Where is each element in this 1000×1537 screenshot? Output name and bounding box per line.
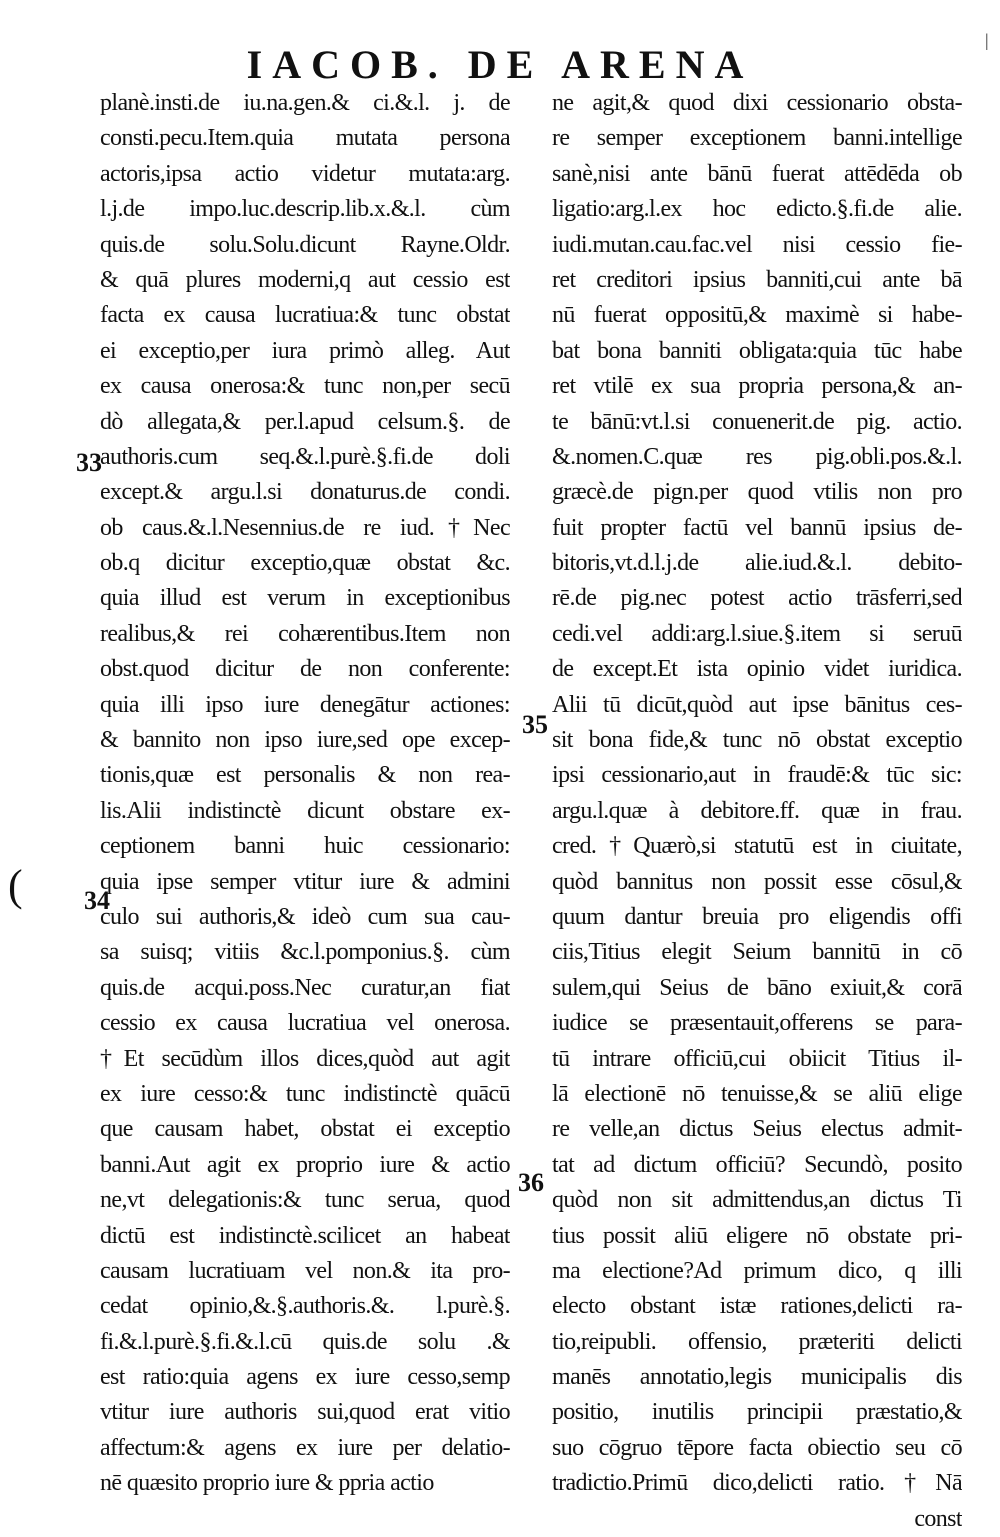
text-line: tradictio.Primū dico,delicti ratio.†Nā [552,1470,962,1497]
text-line: ipsi cessionario,aut in fraudē:& tūc sic: [552,762,962,789]
text-line: ret creditori ipsius banniti,cui ante bā [552,266,962,293]
text-line: tū intrare officiū,cui obiicit Titius il- [552,1045,962,1072]
marginal-number: 35 [522,710,548,739]
text-line: culo sui authoris,& ideò cum sua cau- [100,903,510,930]
text-line: sulem,qui Seius de bāno exiuit,& corā [552,974,962,1001]
text-line: cessio ex causa lucratiua vel onerosa. [100,1010,510,1037]
text-line: nē quæsito proprio iure & ppria actio [100,1470,434,1497]
text-line: te bānū:vt.l.si conuenerit.de pig. actio. [552,408,962,435]
text-line: & bannito non ipso iure,sed ope excep- [100,727,510,754]
right-column [552,86,962,1537]
text-line: tius possit aliū eligere nō obstate pri- [552,1222,962,1249]
text-line: realibus,& rei cohærentibus.Item non [100,620,510,647]
text-line: argu.l.quæ à debitore.ff. quæ in frau. [552,797,962,824]
text-line: planè.insti.de iu.na.gen.& ci.&.l. j. de [100,90,510,116]
text-line: cred.†Quærò,si statutū est in ciuitate, [552,833,962,860]
text-line: affectum:& agens ex iure per delatio- [100,1434,510,1461]
text-line: tionis,quæ est personalis & non rea- [100,762,510,789]
text-line: †Et secūdùm illos dices,quòd aut agit [100,1045,510,1072]
text-line: de except.Et ista opinio videt iuridica. [552,656,962,683]
text-line: sanè,nisi ante bānū fuerat attēdēda ob [552,160,962,187]
text-line: iudice se præsentauit,offerens se para- [552,1010,962,1037]
text-line: quòd bannitus non possit esse cōsul,& [552,868,962,895]
text-line: quia ipse semper vtitur iure & admini [100,868,510,895]
text-line: ei exceptio,per iura primò alleg. Aut [100,337,510,364]
text-line: ma electione?Ad primum dico, q illi [552,1257,962,1284]
text-line: ret vtilē ex sua propria persona,& an- [552,373,962,400]
text-line: manēs annotatio,legis municipalis dis [552,1364,962,1391]
marginal-number: 33 [76,448,102,477]
text-line: causam lucratiuam vel non.& ita pro- [100,1257,510,1284]
text-line: lā electionē nō tenuisse,& se aliū elige [552,1080,962,1107]
text-line: ceptionem banni huic cessionario: [100,833,510,860]
text-line: quis.de solu.Solu.dicunt Rayne.Oldr. [100,231,510,258]
text-line: re semper exceptionem banni.intellige [552,125,962,152]
text-line: ligatio:arg.l.ex hoc edicto.§.fi.de alie. [552,196,962,223]
text-line: fi.&.l.purè.§.fi.&.l.cū quis.de solu .& [100,1328,510,1355]
text-line: bat bona banniti obligata:quia tūc habe [552,337,962,364]
text-line: que causam habet, obstat ei exceptio [100,1116,510,1143]
text-line: ex iure cesso:& tunc indistinctè quācū [100,1080,510,1107]
text-line: ob caus.&.l.Nesennius.de re iud.†Nec [100,514,510,541]
text-line: ob.q dicitur exceptio,quæ obstat &c. [100,550,510,577]
text-line: & quā plures moderni,q aut cessio est [100,266,510,293]
running-title: IACOB. DE ARENA [246,42,754,87]
text-line: quum dantur breuia pro eligendis offi [552,903,962,930]
text-line: suo cōgruo tēpore facta obiectio seu cō [552,1434,962,1461]
text-line: vtitur iure authoris sui,quod erat vitio [100,1399,510,1426]
text-line: ex causa onerosa:& tunc non,per secū [100,373,510,400]
text-line: authoris.cum seq.&.l.purè.§.fi.de doli [100,443,510,470]
text-line: fuit propter factū vel bannū ipsius de- [552,514,962,541]
marginal-number: 36 [518,1168,544,1197]
text-line: græcè.de pign.per quod vtilis non pro [552,479,962,506]
text-line: cedi.vel addi:arg.l.siue.§.item si seruū [552,620,962,647]
text-line: quis.de acqui.poss.Nec curatur,an fiat [100,974,510,1001]
text-line: positio, inutilis principii præstatio,& [552,1399,962,1426]
text-line: dò allegata,& per.l.apud celsum.§. de [100,408,510,435]
text-line: nū fuerat oppositū,& maximè si habe- [552,302,962,329]
left-column [100,86,510,1502]
text-line: iudi.mutan.cau.fac.vel nisi cessio fie- [552,231,962,258]
text-line: rē.de pig.nec potest actio trāsferri,sed [552,585,962,612]
text-line: consti.pecu.Item.quia mutata persona [100,125,510,152]
text-line: tat ad dictum officiū? Secundò, posito [552,1151,962,1178]
text-line: const [914,1505,962,1532]
text-line: actoris,ipsa actio videtur mutata:arg. [100,160,510,187]
text-line: quia illi ipso iure denegātur actiones: [100,691,510,718]
text-line: lis.Alii indistinctè dicunt obstare ex- [100,797,510,824]
text-line: dictū est indistinctè.scilicet an habeat [100,1222,510,1249]
marginal-number: 34 [84,886,110,915]
text-line: est ratio:quia agens ex iure cesso,semp [100,1364,510,1391]
text-line: banni.Aut agit ex proprio iure & actio [100,1151,510,1178]
text-line: obst.quod dicitur de non conferente: [100,656,510,683]
text-line: facta ex causa lucratiua:& tunc obstat [100,302,510,329]
text-line: re velle,an dictus Seius electus admit- [552,1116,962,1143]
text-line: &.nomen.C.quæ res pig.obli.pos.&.l. [552,443,962,470]
text-line: l.j.de impo.luc.descrip.lib.x.&.l. cùm [100,196,510,223]
text-line: ne,vt delegationis:& tunc serua, quod [100,1187,510,1214]
text-line: cedat opinio,&.§.authoris.&. l.purè.§. [100,1293,510,1320]
text-line: sa suisq; vitiis &c.l.pomponius.§. cùm [100,939,510,966]
text-line: sit bona fide,& tunc nō obstat exceptio [552,727,962,754]
binding-edge-mark: ( [8,861,23,910]
text-line: ne agit,& quod dixi cessionario obsta- [552,90,962,116]
text-line: Alii tū dicūt,quòd aut ipse bānitus ces- [552,691,962,718]
text-line: quia illud est verum in exceptionibus [100,585,510,612]
text-line: quòd non sit admittendus,an dictus Ti [552,1187,962,1214]
text-line: ciis,Titius elegit Seium bannitū in cō [552,939,962,966]
text-line: bitoris,vt.d.l.j.de alie.iud.&.l. debito- [552,550,962,577]
text-line: electo obstant istæ rationes,delicti ra- [552,1293,962,1320]
text-line: tio,reipubli. offensio, præteriti delicti [552,1328,962,1355]
text-line: except.& argu.l.si donaturus.de condi. [100,479,510,506]
edge-speck: | [985,30,989,50]
